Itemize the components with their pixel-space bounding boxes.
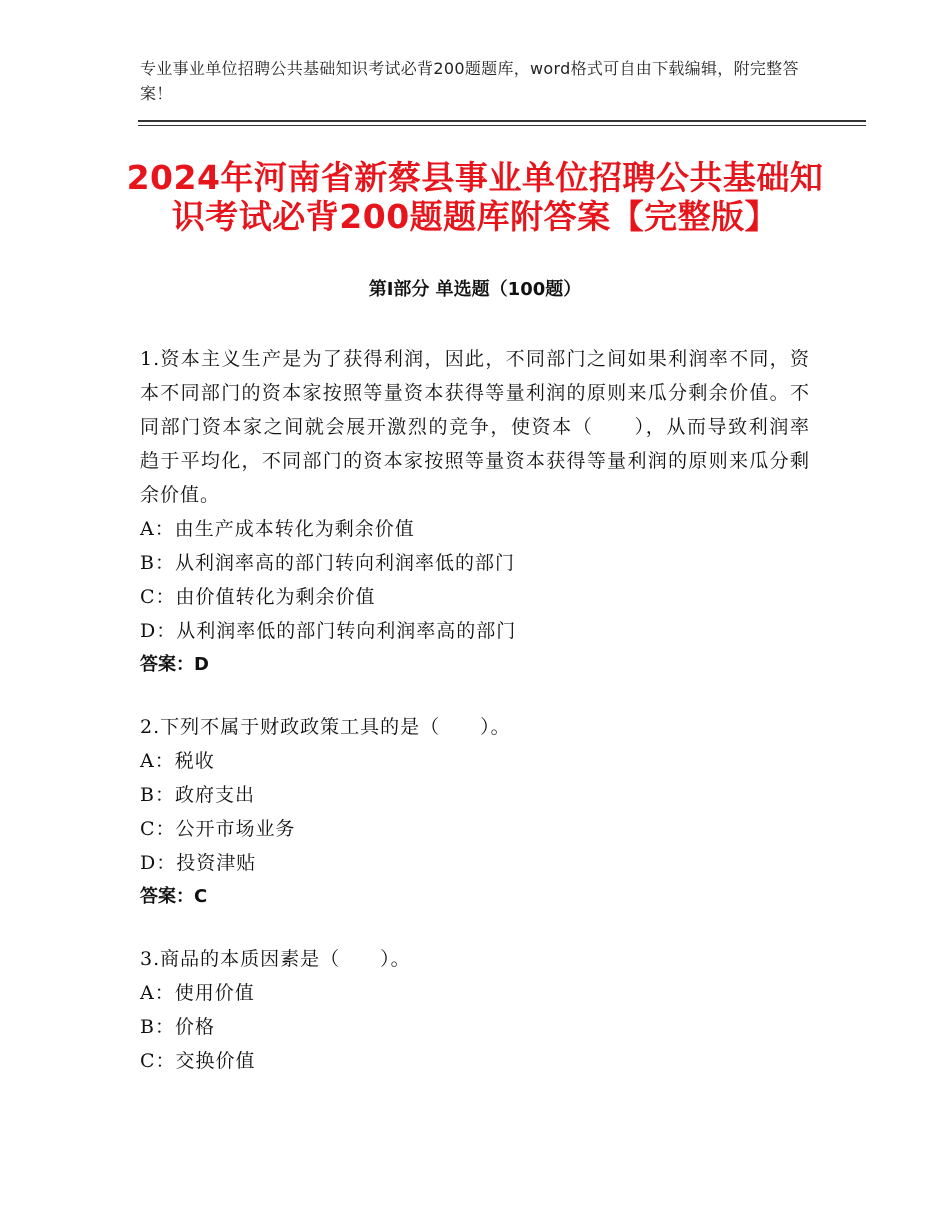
option-c: C：交换价值 xyxy=(140,1050,256,1072)
question-2 xyxy=(140,710,810,914)
question-stem: 3.商品的本质因素是（ ）。 xyxy=(140,948,411,970)
option-a: A：使用价值 xyxy=(140,982,255,1004)
header-note: 专业事业单位招聘公共基础知识考试必背200题题库，word格式可自由下载编辑，附完整答案！ xyxy=(140,59,799,103)
option-d: D：从利润率低的部门转向利润率高的部门 xyxy=(140,620,517,642)
question-3 xyxy=(140,942,810,1078)
question-stem: 1.资本主义生产是为了获得利润，因此，不同部门之间如果利润率不同，资本不同部门的资本家按照等量资本获得等量利润的原则来瓜分剩余价值。不同部门资本家之间就会展开激烈的竞争，使资本（ ），从而导致利润率趋于平均化，不同部门的资本家按照等量资本获得等量利润的原则来瓜分剩余价值。 xyxy=(140,348,810,506)
option-b: B：从利润率高的部门转向利润率低的部门 xyxy=(140,552,515,574)
question-1 xyxy=(140,342,810,682)
answer: 答案：D xyxy=(140,654,209,675)
question-stem: 2.下列不属于财政政策工具的是（ ）。 xyxy=(140,716,511,738)
section-title: 第Ⅰ部分 单选题（100题） xyxy=(368,279,582,300)
option-a: A：税收 xyxy=(140,750,215,772)
header-rule-thin xyxy=(138,125,866,126)
option-b: B：价格 xyxy=(140,1016,215,1038)
option-b: B：政府支出 xyxy=(140,784,255,806)
answer: 答案：C xyxy=(140,886,208,907)
option-d: D：投资津贴 xyxy=(140,852,257,874)
option-c: C：公开市场业务 xyxy=(140,818,296,840)
header-rule-thick xyxy=(138,120,866,122)
document-title: 2024年河南省新蔡县事业单位招聘公共基础知识考试必背200题题库附答案【完整版】 xyxy=(126,158,824,236)
question-list xyxy=(140,342,810,1106)
option-c: C：由价值转化为剩余价值 xyxy=(140,586,376,608)
option-a: A：由生产成本转化为剩余价值 xyxy=(140,518,415,540)
